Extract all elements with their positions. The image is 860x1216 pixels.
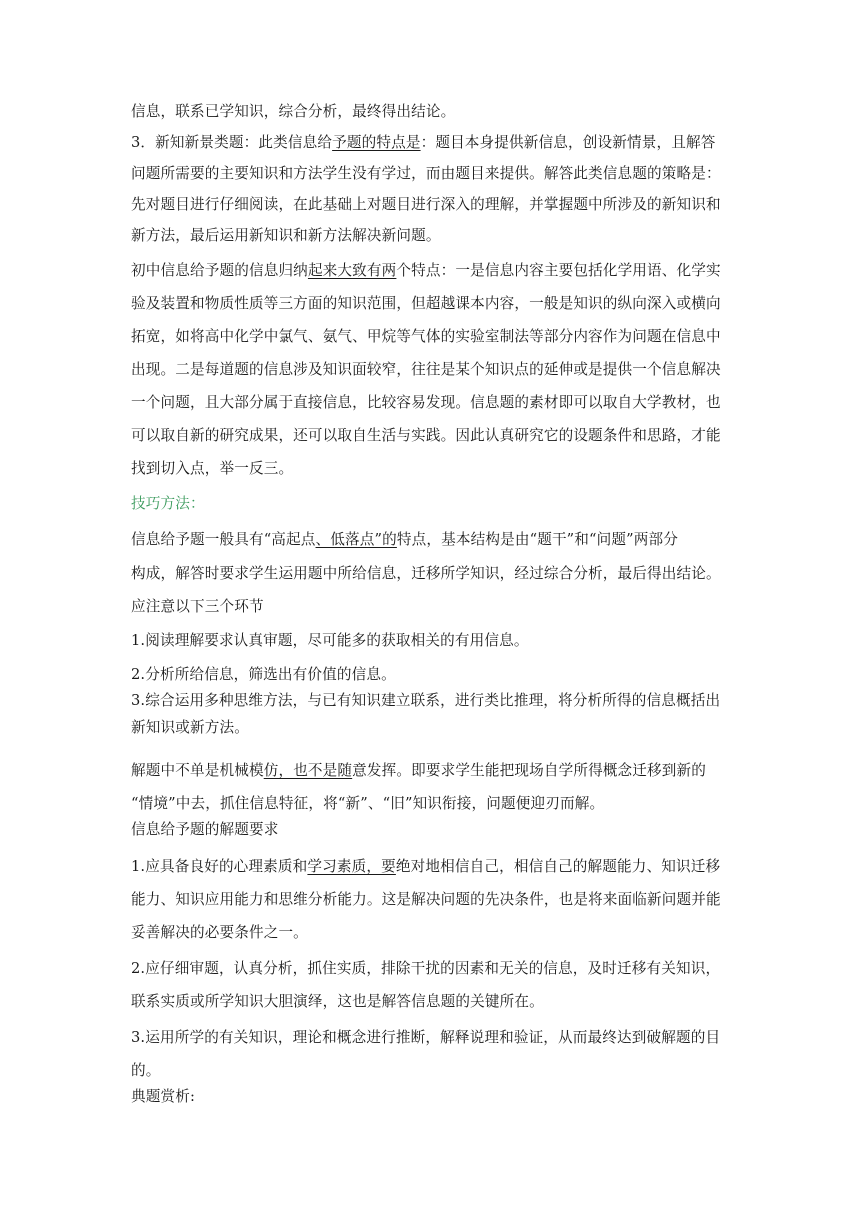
section-heading-examples: 典题赏析: [131,1088,196,1105]
underlined-text: 学习素质，要 [307,858,396,875]
underlined-text: 予题的特点是 [332,134,421,151]
paragraph-line: 可以取自新的研究成果，还可以取自生活与实践。因此认真研究它的设题条件和思路，才能 [131,427,721,444]
paragraph-line: 拓宽，如将高中化学中氯气、氨气、甲烷等气体的实验室制法等部分内容作为问题在信息中 [131,328,721,345]
underlined-text: 、低落点”的 [315,531,397,548]
paragraph-line: 解题中不单是机械模仿，也不是随意发挥。即要求学生能把现场自学所得概念迁移到新的 [131,762,707,779]
list-item: 3.运用所学的有关知识，理论和概念进行推断，解释说理和验证，从而最终达到破解题的目 [131,1029,721,1046]
underlined-text: 仿，也不是随 [263,762,353,779]
paragraph-line: 应注意以下三个环节 [131,598,264,615]
list-item: 2.应仔细审题，认真分析，抓住实质，排除干扰的因素和无关的信息，及时迁移有关知识， [131,960,721,977]
list-item: 妥善解决的必要条件之一。 [131,924,308,941]
paragraph-line: 初中信息给予题的信息归纳起来大致有两个特点：一是信息内容主要包括化学用语、化学实 [131,262,721,279]
paragraph-line: 信息给予题一般具有“高起点、低落点”的特点，基本结构是由“题干”和“问题”两部分 [131,531,678,548]
paragraph-line: 新方法，最后运用新知识和新方法解决新问题。 [131,227,441,244]
paragraph-line: 问题所需要的主要知识和方法学生没有学过，而由题目来提供。解答此类信息题的策略是： [131,165,721,182]
paragraph-line: 验及装置和物质性质等三方面的知识范围，但超越课本内容，一般是知识的纵向深入或横向 [131,295,721,312]
paragraph-line: 出现。二是每道题的信息涉及知识面较窄，往往是某个知识点的延伸或是提供一个信息解决 [131,361,721,378]
section-heading-requirements: 信息给予题的解题要求 [131,821,279,838]
underlined-text: 起来大致有两 [307,262,397,279]
paragraph-line: 找到切入点，举一反三。 [131,460,294,477]
list-item: 联系实质或所学知识大胆演绎，这也是解答信息题的关键所在。 [131,993,544,1010]
list-item: 能力、知识应用能力和思维分析能力。这是解决问题的先决条件，也是将来面临新问题并能 [131,891,721,908]
list-item: 新知识或新方法。 [131,719,249,736]
list-item: 3.综合运用多种思维方法，与已有知识建立联系，进行类比推理，将分析所得的信息概括出 [131,692,721,709]
paragraph-line: 一个问题，且大部分属于直接信息，比较容易发现。信息题的素材即可以取自大学教材，也 [131,394,721,411]
paragraph-line: 3．新知新景类题：此类信息给予题的特点是：题目本身提供新信息，创设新情景，且解答 [131,134,716,151]
paragraph-line: 构成，解答时要求学生运用题中所给信息，迁移所学知识，经过综合分析，最后得出结论。 [131,565,721,582]
paragraph-line: “情境”中去，抓住信息特征，将“新”、“旧”知识衔接，问题便迎刃而解。 [131,795,605,812]
list-item: 2.分析所给信息，筛选出有价值的信息。 [131,666,396,683]
list-item: 1.应具备良好的心理素质和学习素质，要绝对地相信自己，相信自己的解题能力、知识迁移 [131,858,721,875]
paragraph-line: 信息，联系已学知识，综合分析，最终得出结论。 [131,103,456,120]
list-item: 1.阅读理解要求认真审题，尽可能多的获取相关的有用信息。 [131,632,529,649]
list-item: 的。 [131,1062,161,1079]
paragraph-line: 先对题目进行仔细阅读，在此基础上对题目进行深入的理解，并掌握题中所涉及的新知识和 [131,196,721,213]
section-heading-tips: 技巧方法： [131,495,205,512]
